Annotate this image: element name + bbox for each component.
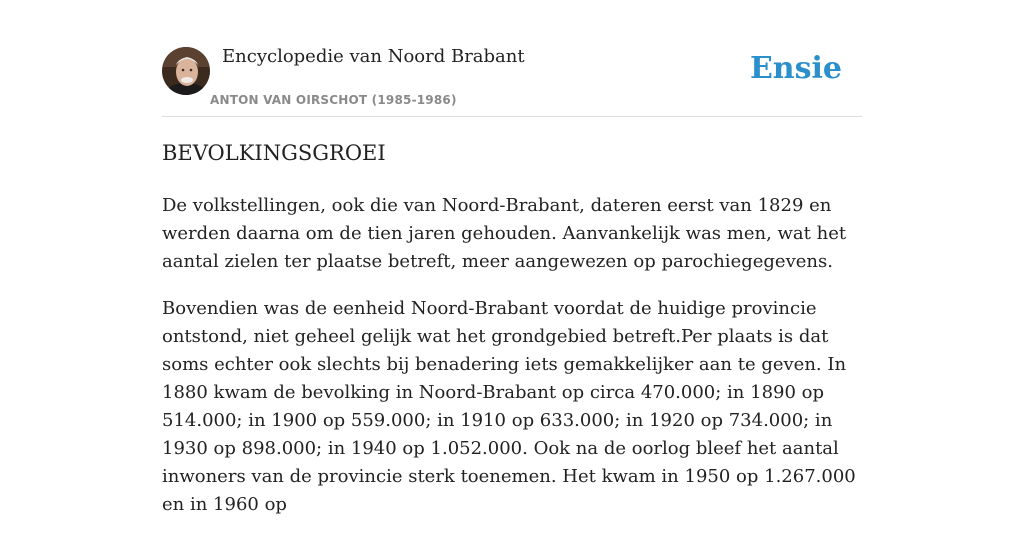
- author-avatar[interactable]: [162, 47, 210, 95]
- article-paragraph: Bovendien was de eenheid Noord-Brabant voordat de huidige provincie ontstond, niet geheel gelijk wat het grondgebied betreft.Per plaats is dat soms echter ook slechts bij benadering iets gemakkelijker aan te geven. In 1880 kwam de bevolking in Noord-Brabant op circa 470.000; in 1890 op 514.000; in 1900 op 559.000; in 1910 op 633.000; in 1920 op 734.000; in 1930 op 898.000; in 1940 op 1.052.000. Ook na de oorlog bleef het aantal inwoners van de provincie sterk toenemen. Het kwam in 1950 op 1.267.000 en in 1960 op: [162, 298, 856, 515]
- page: [162, 0, 862, 515]
- author-portrait-icon: [162, 47, 210, 95]
- article-paragraph: De volkstellingen, ook die van Noord-Brabant, dateren eerst van 1829 en werden daarna om de tien jaren gehouden. Aanvankelijk was men, wat het aantal zielen ter plaatse betreft, meer aangewezen op parochiegegevens.: [162, 195, 847, 272]
- article-body: [162, 192, 862, 538]
- header: [162, 0, 862, 117]
- brand-logo[interactable]: Ensie: [749, 51, 842, 86]
- source-title[interactable]: Encyclopedie van Noord Brabant: [222, 46, 525, 67]
- author-name[interactable]: ANTON VAN OIRSCHOT (1985-1986): [210, 93, 457, 107]
- article-title: BEVOLKINGSGROEI: [162, 141, 386, 165]
